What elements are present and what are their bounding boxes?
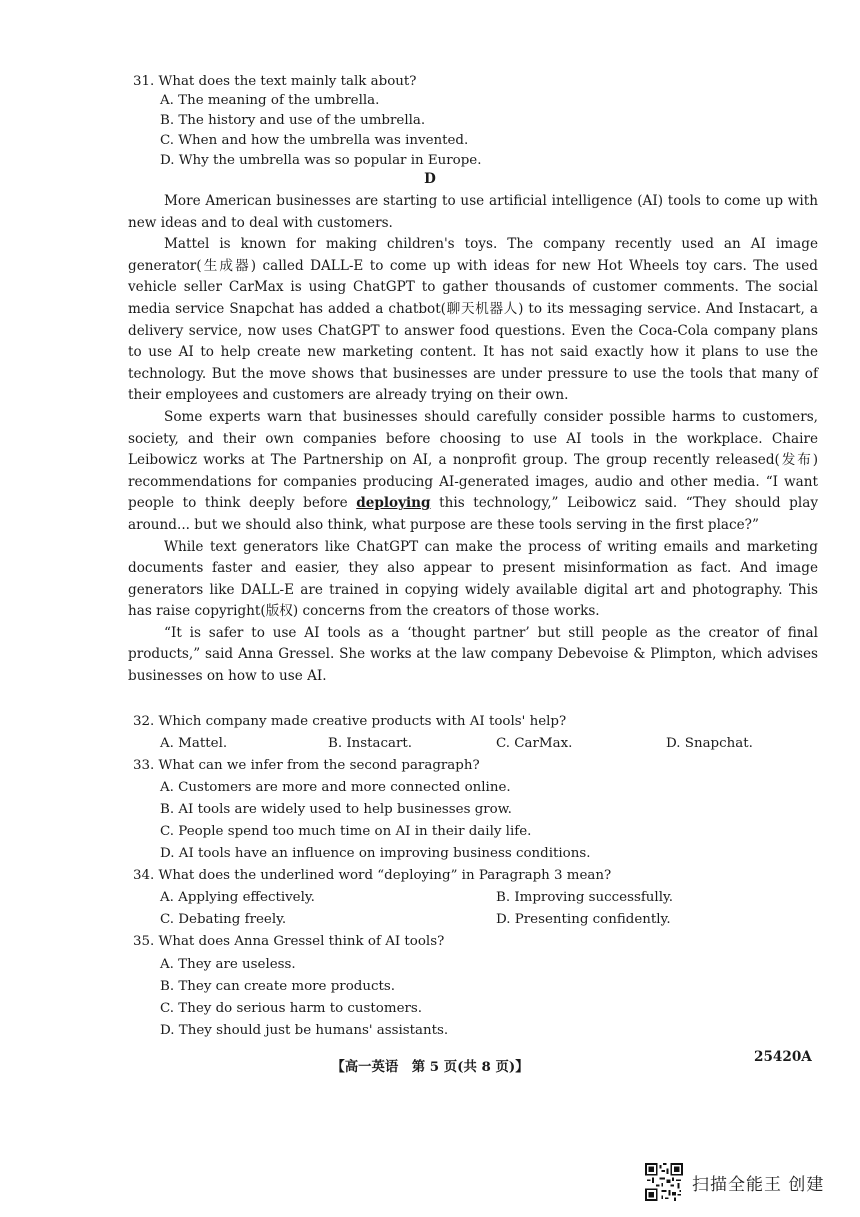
question-33-option-d: D. AI tools have an influence on improving business conditions.	[160, 846, 591, 861]
passage-paragraph-4: While text generators like ChatGPT can make the process of writing emails and marketing documents faster and easier, they also appear to present misinformation as fact. And image generators like DALL-E are trained in copying widely available digital art and photography. This has raise copyright(版权) concerns from the creators of those works.	[128, 538, 818, 620]
question-34-stem: 34. What does the underlined word “deploying” in Paragraph 3 mean?	[133, 868, 612, 883]
question-35-option-a: A. They are useless.	[160, 957, 296, 972]
question-35-option-c: C. They do serious harm to customers.	[160, 1001, 423, 1016]
question-34-option-b: B. Improving successfully.	[496, 890, 674, 905]
question-34-option-a: A. Applying effectively.	[160, 890, 315, 905]
question-34-option-d: D. Presenting confidently.	[496, 912, 671, 927]
section-heading: D	[424, 171, 436, 187]
question-32-stem: 32. Which company made creative products with AI tools' help?	[133, 714, 567, 729]
question-32-option-a: A. Mattel.	[160, 736, 228, 751]
passage-paragraph-2: Mattel is known for making children's toys. The company recently used an AI image generator(生成器) called DALL-E to come up with ideas for new Hot Wheels toy cars. The used vehicle seller CarMax is using ChatGPT to gather thousands of customer comments. The social media service Snapchat has added a chatbot(聊天机器人) to its messaging service. And Instacart, a delivery service, now uses ChatGPT to answer food questions. Even the Coca-Cola company plans to use AI to help create new marketing content. It has not said exactly how it plans to use the technology. But the move shows that businesses are under pressure to use the tools that many of their employees and customers are already trying on their own.	[128, 236, 818, 404]
question-32-option-b: B. Instacart.	[328, 736, 413, 751]
qr-code-icon	[645, 1163, 683, 1201]
question-34-option-c: C. Debating freely.	[160, 912, 287, 927]
question-35-stem: 35. What does Anna Gressel think of AI tools?	[133, 934, 445, 949]
watermark-text: 扫描全能王 创建	[692, 1174, 825, 1195]
paragraph-3-text-before: Some experts warn that businesses should carefully consider possible harms to customers, society, and their own companies before choosing to use AI tools in the workplace. Chaire Leibowicz works at The Partnership on AI, a nonprofit group. The group recently released(发布) recommendations for companies producing AI-generated images, audio and other media. “I want people to think deeply before	[128, 408, 818, 512]
passage-paragraph-5: “It is safer to use AI tools as a ‘thought partner’ but still people as the creator of final products,” said Anna Gressel. She works at the law company Debevoise & Plimpton, which advises businesses on how to use AI.	[128, 624, 818, 685]
underlined-keyword: deploying	[356, 495, 431, 512]
question-31-option-c: C. When and how the umbrella was invented.	[160, 133, 469, 148]
scanner-watermark	[645, 1162, 824, 1202]
question-35-option-b: B. They can create more products.	[160, 979, 395, 994]
question-32-option-d: D. Snapchat.	[666, 736, 753, 751]
paragraph-3-text-after: this technology,” Leibowicz said. “They should play around... but we should also think, what purpose are these tools serving in the first place?”	[128, 495, 818, 533]
reading-passage	[128, 191, 818, 688]
question-33-option-a: A. Customers are more and more connected online.	[160, 780, 511, 795]
paper-code: 25420A	[754, 1049, 812, 1065]
question-33-option-c: C. People spend too much time on AI in their daily life.	[160, 824, 532, 839]
passage-paragraph-1: More American businesses are starting to use artificial intelligence (AI) tools to come up with new ideas and to deal with customers.	[128, 193, 818, 231]
page-footer: 【高一英语 第 5 页(共 8 页)】	[331, 1059, 529, 1075]
question-33-option-b: B. AI tools are widely used to help businesses grow.	[160, 802, 512, 817]
question-32-option-c: C. CarMax.	[496, 736, 573, 751]
question-31-option-d: D. Why the umbrella was so popular in Europe.	[160, 153, 482, 168]
question-31-option-b: B. The history and use of the umbrella.	[160, 113, 426, 128]
passage-paragraph-3	[128, 407, 818, 537]
question-33-stem: 33. What can we infer from the second paragraph?	[133, 758, 480, 773]
question-31-option-a: A. The meaning of the umbrella.	[160, 93, 380, 108]
question-35-option-d: D. They should just be humans' assistants.	[160, 1023, 449, 1038]
question-31-stem: 31. What does the text mainly talk about?	[133, 74, 417, 89]
